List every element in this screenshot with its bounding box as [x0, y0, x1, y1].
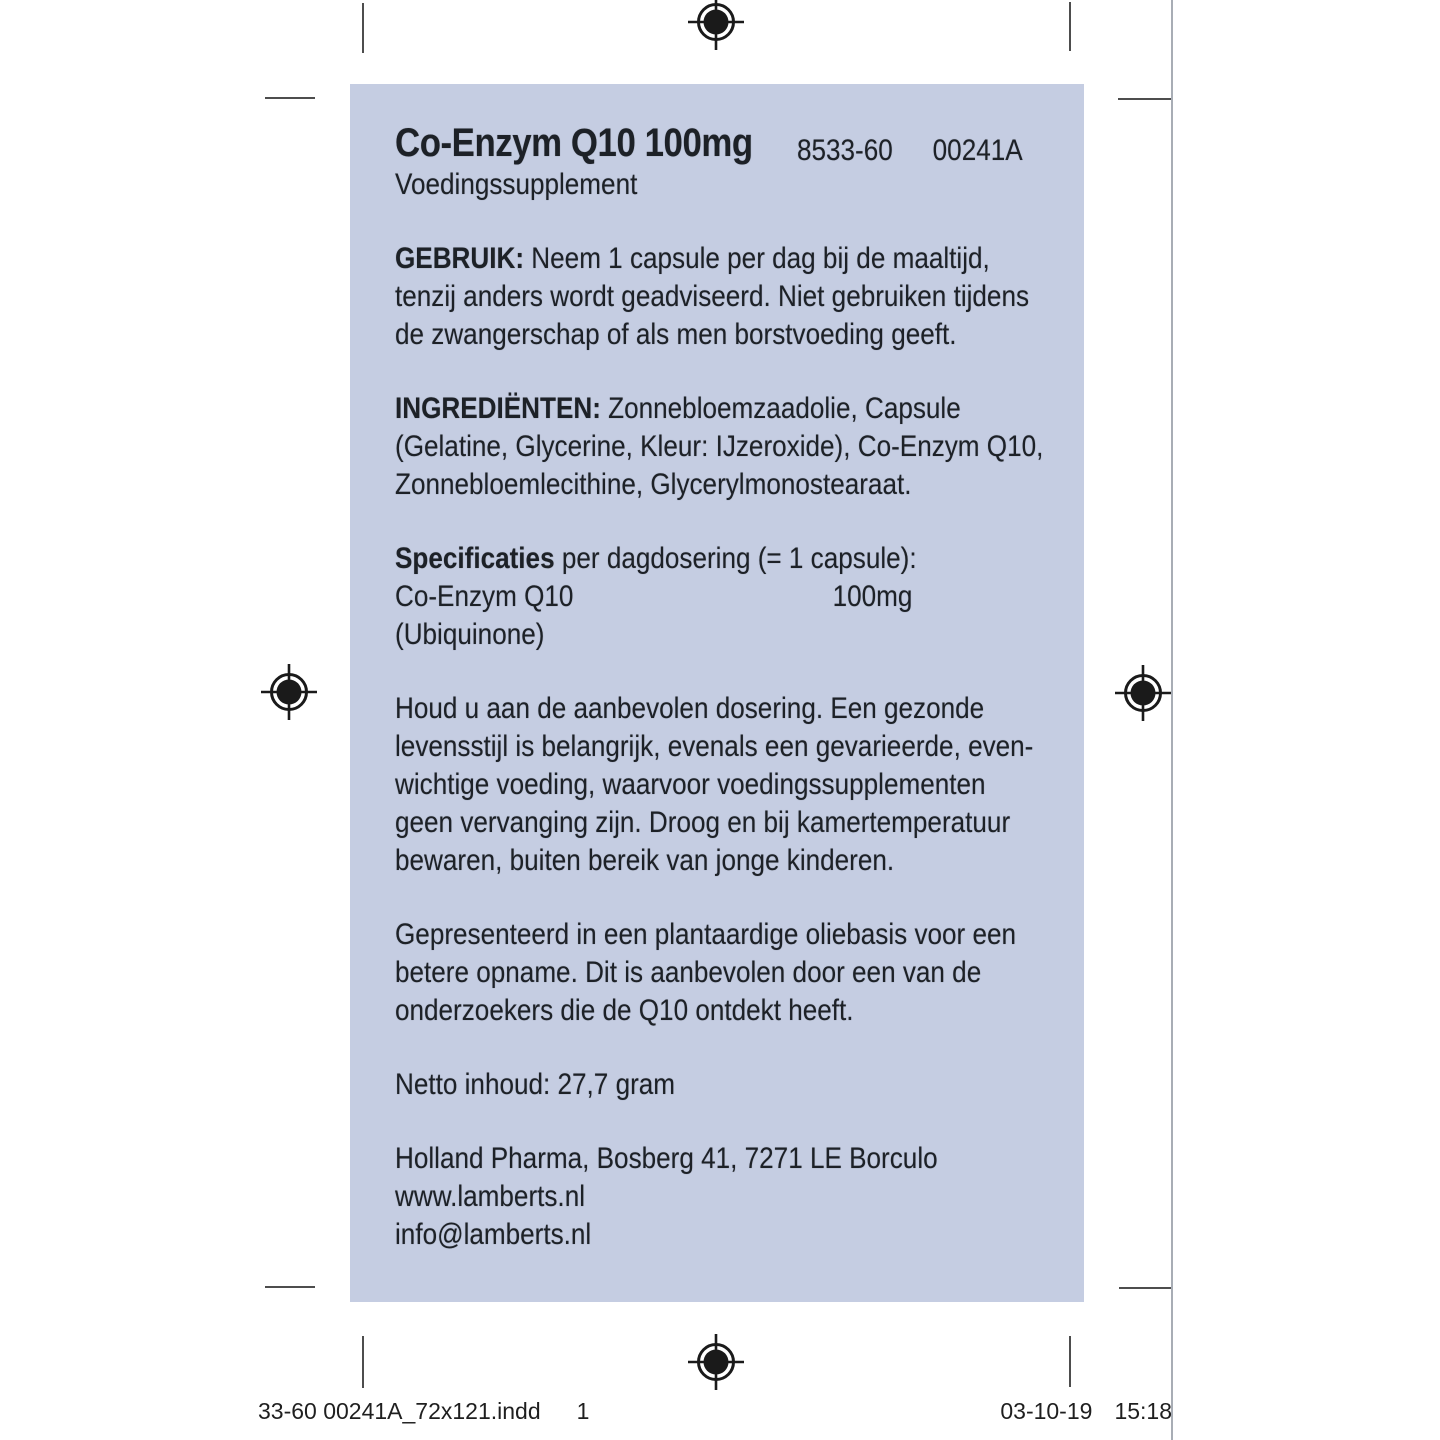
advice-paragraph	[395, 690, 1126, 880]
footer-time: 15:18	[1114, 1398, 1172, 1424]
specification-row	[395, 578, 1126, 616]
ingredients-label: INGREDIËNTEN:	[395, 392, 601, 425]
article-code: 00241A	[932, 134, 1023, 167]
crop-mark-top-right-horizontal	[1118, 98, 1172, 100]
footer-page-number: 1	[576, 1398, 590, 1424]
crop-mark-top-right-vertical	[1069, 2, 1071, 51]
contact-address: Holland Pharma, Bosberg 41, 7271 LE Borculo	[395, 1142, 938, 1175]
advice-line-4: geen vervanging zijn. Droog en bij kamertemperatuur	[395, 806, 1011, 839]
crop-mark-bottom-left-vertical	[362, 1336, 364, 1388]
footer-date: 03-10-19	[1000, 1398, 1093, 1424]
specifications-label: Specificaties	[395, 542, 555, 575]
label-content	[395, 121, 1126, 1254]
crop-mark-top-left-vertical	[362, 3, 364, 53]
product-title: Co-Enzym Q10 100mg	[395, 121, 753, 165]
contact-paragraph	[395, 1140, 1126, 1254]
crop-mark-bottom-right-horizontal	[1119, 1287, 1172, 1289]
net-content-line: Netto inhoud: 27,7 gram	[395, 1068, 676, 1101]
specifications-paragraph	[395, 540, 1126, 654]
registration-mark-left-icon	[261, 664, 317, 720]
crop-mark-bottom-right-vertical	[1069, 1336, 1071, 1387]
spec-value: 100mg	[832, 580, 913, 613]
ingredients-paragraph	[395, 390, 1126, 504]
presentation-line-2: betere opname. Dit is aanbevolen door een van de	[395, 956, 982, 989]
usage-line-2: tenzij anders wordt geadviseerd. Niet gebruiken tijdens	[395, 280, 1030, 313]
usage-line-3: de zwangerschap of als men borstvoeding geeft.	[395, 318, 957, 351]
crop-mark-bottom-left-horizontal	[265, 1286, 315, 1288]
ingredients-line-3: Zonnebloemlecithine, Glycerylmonostearaat.	[395, 468, 912, 501]
advice-line-3: wichtige voeding, waarvoor voedingssupplementen	[395, 768, 986, 801]
title-row	[395, 121, 1126, 167]
spec-name: Co-Enzym Q10	[395, 580, 574, 613]
contact-website: www.lamberts.nl	[395, 1180, 586, 1213]
advice-line-5: bewaren, buiten bereik van jonge kinderen.	[395, 844, 895, 877]
contact-email: info@lamberts.nl	[395, 1218, 592, 1251]
specifications-line-1: per dagdosering (= 1 capsule):	[554, 542, 917, 575]
usage-label: GEBRUIK:	[395, 242, 525, 275]
spec-note: (Ubiquinone)	[395, 618, 545, 651]
label-artwork	[350, 84, 1084, 1302]
advice-line-2: levensstijl is belangrijk, evenals een gevarieerde, even-	[395, 730, 1034, 763]
product-subtitle: Voedingssupplement	[395, 168, 638, 201]
footer-slug-right	[1000, 1398, 1172, 1424]
advice-line-1: Houd u aan de aanbevolen dosering. Een gezonde	[395, 692, 985, 725]
presentation-paragraph	[395, 916, 1126, 1030]
usage-paragraph	[395, 240, 1126, 354]
registration-mark-bottom-icon	[688, 1334, 744, 1390]
page-edge-line	[1171, 0, 1173, 1440]
crop-mark-top-left-horizontal	[265, 97, 315, 99]
ingredients-line-2: (Gelatine, Glycerine, Kleur: IJzeroxide), Co-Enzym Q10,	[395, 430, 1044, 463]
net-content	[395, 1066, 1126, 1104]
presentation-line-3: onderzoekers die de Q10 ontdekt heeft.	[395, 994, 854, 1027]
usage-line-1: Neem 1 capsule per dag bij de maaltijd,	[524, 242, 990, 275]
ingredients-line-1: Zonnebloemzaadolie, Capsule	[600, 392, 961, 425]
footer-slug-left	[258, 1398, 589, 1424]
footer-file-name: 33-60 00241A_72x121.indd	[258, 1398, 541, 1424]
registration-mark-top-icon	[688, 0, 744, 50]
batch-code: 8533-60	[796, 134, 893, 167]
presentation-line-1: Gepresenteerd in een plantaardige oliebasis voor een	[395, 918, 1017, 951]
